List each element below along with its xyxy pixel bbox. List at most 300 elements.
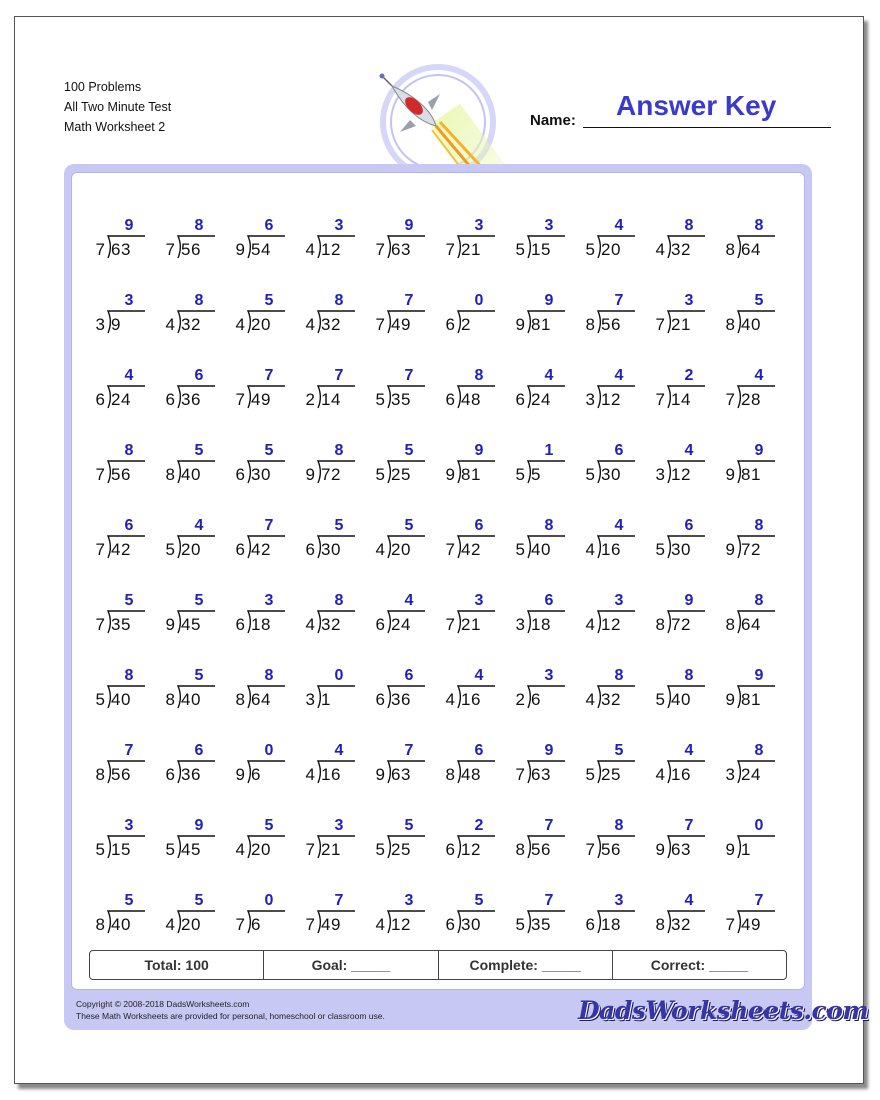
dividend: 1 xyxy=(741,840,751,859)
quotient-answer: 7 xyxy=(404,742,414,759)
dividend: 56 xyxy=(601,840,621,859)
divisor: 7 xyxy=(95,240,105,259)
quotient-answer: 5 xyxy=(194,442,204,459)
quotient-answer: 1 xyxy=(544,442,554,459)
dividend: 18 xyxy=(601,915,621,934)
quotient-answer: 5 xyxy=(194,667,204,684)
division-problem xyxy=(88,517,146,563)
division-problem xyxy=(578,592,636,638)
division-problem xyxy=(298,742,356,788)
divisor: 4 xyxy=(305,615,315,634)
division-problem xyxy=(158,292,216,338)
division-problem xyxy=(158,517,216,563)
divisor: 7 xyxy=(375,315,385,334)
divisor: 3 xyxy=(95,315,105,334)
divisor: 8 xyxy=(235,690,245,709)
dividend: 1 xyxy=(321,690,331,709)
division-problem xyxy=(88,367,146,413)
divisor: 5 xyxy=(375,840,385,859)
quotient-answer: 5 xyxy=(264,442,274,459)
divisor: 5 xyxy=(165,540,175,559)
quotient-answer: 4 xyxy=(334,742,344,759)
divisor: 9 xyxy=(655,840,665,859)
dividend: 20 xyxy=(181,540,201,559)
dividend: 48 xyxy=(461,765,481,784)
quotient-answer: 8 xyxy=(124,442,134,459)
dividend: 64 xyxy=(251,690,271,709)
divisor: 6 xyxy=(235,615,245,634)
division-problem xyxy=(298,517,356,563)
dividend: 56 xyxy=(531,840,551,859)
dividend: 40 xyxy=(181,465,201,484)
dividend: 15 xyxy=(531,240,551,259)
division-problem xyxy=(368,667,426,713)
quotient-answer: 7 xyxy=(404,367,414,384)
dividend: 63 xyxy=(671,840,691,859)
quotient-answer: 6 xyxy=(124,517,134,534)
divisor: 6 xyxy=(165,390,175,409)
quotient-answer: 8 xyxy=(264,667,274,684)
dividend: 35 xyxy=(531,915,551,934)
quotient-answer: 6 xyxy=(194,742,204,759)
division-problem xyxy=(648,292,706,338)
quotient-answer: 4 xyxy=(684,442,694,459)
divisor: 5 xyxy=(165,840,175,859)
division-problem xyxy=(648,442,706,488)
worksheet-number-label: Math Worksheet 2 xyxy=(64,120,166,134)
quotient-answer: 8 xyxy=(754,592,764,609)
divisor: 9 xyxy=(235,765,245,784)
dividend: 21 xyxy=(321,840,341,859)
dividend: 49 xyxy=(251,390,271,409)
division-problem xyxy=(88,667,146,713)
quotient-answer: 5 xyxy=(264,817,274,834)
dividend: 42 xyxy=(251,540,271,559)
division-problem xyxy=(578,442,636,488)
divisor: 4 xyxy=(585,540,595,559)
dividend: 56 xyxy=(111,465,131,484)
dividend: 21 xyxy=(461,240,481,259)
division-problem xyxy=(578,292,636,338)
dividend: 12 xyxy=(601,390,621,409)
dividend: 49 xyxy=(391,315,411,334)
quotient-answer: 6 xyxy=(474,742,484,759)
divisor: 9 xyxy=(725,840,735,859)
division-problem xyxy=(438,667,496,713)
divisor: 4 xyxy=(375,540,385,559)
quotient-answer: 8 xyxy=(194,217,204,234)
dividend: 20 xyxy=(601,240,621,259)
division-problem xyxy=(228,742,286,788)
complete-cell: Complete: _____ xyxy=(439,951,613,979)
quotient-answer: 9 xyxy=(474,442,484,459)
dividend: 16 xyxy=(461,690,481,709)
quotient-answer: 3 xyxy=(334,817,344,834)
dividend: 30 xyxy=(671,540,691,559)
quotient-answer: 9 xyxy=(544,292,554,309)
divisor: 7 xyxy=(445,240,455,259)
dividend: 72 xyxy=(321,465,341,484)
division-problem xyxy=(298,592,356,638)
dividend: 40 xyxy=(111,690,131,709)
dividend: 12 xyxy=(391,915,411,934)
divisor: 6 xyxy=(305,540,315,559)
division-problem xyxy=(88,442,146,488)
division-problem xyxy=(508,817,566,863)
divisor: 7 xyxy=(515,765,525,784)
division-problem xyxy=(508,367,566,413)
divisor: 8 xyxy=(725,615,735,634)
dividend: 25 xyxy=(391,465,411,484)
quotient-answer: 7 xyxy=(264,367,274,384)
dividend: 45 xyxy=(181,615,201,634)
quotient-answer: 3 xyxy=(474,217,484,234)
divisor: 4 xyxy=(655,240,665,259)
quotient-answer: 4 xyxy=(754,367,764,384)
dividend: 30 xyxy=(251,465,271,484)
dividend: 24 xyxy=(531,390,551,409)
quotient-answer: 3 xyxy=(614,892,624,909)
division-problem xyxy=(648,517,706,563)
division-problem xyxy=(718,292,776,338)
dividend: 5 xyxy=(531,465,541,484)
dividend: 63 xyxy=(111,240,131,259)
answer-key-title: Answer Key xyxy=(616,90,777,121)
divisor: 6 xyxy=(235,465,245,484)
division-problem xyxy=(298,892,356,938)
quotient-answer: 4 xyxy=(614,217,624,234)
quotient-answer: 5 xyxy=(404,442,414,459)
dividend: 6 xyxy=(251,915,261,934)
dividend: 49 xyxy=(741,915,761,934)
division-problem xyxy=(88,217,146,263)
divisor: 4 xyxy=(165,315,175,334)
dividend: 30 xyxy=(461,915,481,934)
division-problem xyxy=(158,667,216,713)
quotient-answer: 6 xyxy=(544,592,554,609)
quotient-answer: 8 xyxy=(614,667,624,684)
divisor: 4 xyxy=(305,240,315,259)
quotient-answer: 8 xyxy=(194,292,204,309)
division-problem xyxy=(298,817,356,863)
division-problem xyxy=(718,742,776,788)
dividend: 72 xyxy=(671,615,691,634)
quotient-answer: 8 xyxy=(614,817,624,834)
division-problem xyxy=(578,817,636,863)
quotient-answer: 0 xyxy=(264,742,274,759)
dividend: 9 xyxy=(111,315,121,334)
division-problem xyxy=(648,592,706,638)
division-problem xyxy=(578,367,636,413)
divisor: 4 xyxy=(165,915,175,934)
divisor: 9 xyxy=(305,465,315,484)
division-problem xyxy=(648,892,706,938)
division-problem xyxy=(228,817,286,863)
division-problem xyxy=(88,292,146,338)
divisor: 7 xyxy=(235,390,245,409)
quotient-answer: 9 xyxy=(544,742,554,759)
dividend: 81 xyxy=(741,465,761,484)
divisor: 5 xyxy=(375,465,385,484)
division-problem xyxy=(718,817,776,863)
divisor: 4 xyxy=(375,915,385,934)
quotient-answer: 5 xyxy=(124,592,134,609)
divisor: 4 xyxy=(585,690,595,709)
quotient-answer: 8 xyxy=(544,517,554,534)
quotient-answer: 4 xyxy=(614,367,624,384)
dividend: 48 xyxy=(461,390,481,409)
division-problem xyxy=(578,742,636,788)
quotient-answer: 6 xyxy=(264,217,274,234)
name-field[interactable] xyxy=(583,127,831,128)
quotient-answer: 9 xyxy=(404,217,414,234)
quotient-answer: 5 xyxy=(194,592,204,609)
dividend: 25 xyxy=(601,765,621,784)
dividend: 35 xyxy=(391,390,411,409)
dividend: 28 xyxy=(741,390,761,409)
dividend: 63 xyxy=(391,765,411,784)
dividend: 40 xyxy=(531,540,551,559)
divisor: 5 xyxy=(95,840,105,859)
division-problem xyxy=(718,442,776,488)
dividend: 18 xyxy=(531,615,551,634)
dividend: 6 xyxy=(531,690,541,709)
division-problem xyxy=(228,592,286,638)
quotient-answer: 3 xyxy=(544,217,554,234)
quotient-answer: 5 xyxy=(754,292,764,309)
quotient-answer: 4 xyxy=(684,742,694,759)
dividend: 81 xyxy=(461,465,481,484)
division-problem xyxy=(508,217,566,263)
divisor: 6 xyxy=(445,840,455,859)
dividend: 14 xyxy=(321,390,341,409)
divisor: 4 xyxy=(235,840,245,859)
goal-cell: Goal: _____ xyxy=(264,951,438,979)
quotient-answer: 2 xyxy=(474,817,484,834)
quotient-answer: 2 xyxy=(684,367,694,384)
divisor: 8 xyxy=(165,465,175,484)
divisor: 5 xyxy=(585,240,595,259)
division-problem xyxy=(578,667,636,713)
division-problem xyxy=(368,217,426,263)
dividend: 24 xyxy=(391,615,411,634)
dividend: 32 xyxy=(671,915,691,934)
quotient-answer: 5 xyxy=(404,517,414,534)
divisor: 5 xyxy=(375,390,385,409)
division-problem xyxy=(438,742,496,788)
dividend: 36 xyxy=(181,765,201,784)
divisor: 8 xyxy=(725,240,735,259)
dividend: 81 xyxy=(531,315,551,334)
divisor: 9 xyxy=(725,540,735,559)
quotient-answer: 0 xyxy=(334,667,344,684)
dividend: 81 xyxy=(741,690,761,709)
divisor: 3 xyxy=(305,690,315,709)
quotient-answer: 8 xyxy=(334,592,344,609)
quotient-answer: 8 xyxy=(754,517,764,534)
division-problem xyxy=(298,367,356,413)
quotient-answer: 5 xyxy=(474,892,484,909)
division-problem xyxy=(508,442,566,488)
dividend: 32 xyxy=(321,615,341,634)
division-problem xyxy=(228,367,286,413)
divisor: 8 xyxy=(585,315,595,334)
quotient-answer: 0 xyxy=(754,817,764,834)
quotient-answer: 3 xyxy=(124,817,134,834)
dividend: 20 xyxy=(181,915,201,934)
divisor: 7 xyxy=(725,915,735,934)
divisor: 7 xyxy=(585,840,595,859)
total-cell: Total: 100 xyxy=(90,951,264,979)
dividend: 56 xyxy=(111,765,131,784)
division-problem xyxy=(718,592,776,638)
quotient-answer: 3 xyxy=(334,217,344,234)
division-problem xyxy=(368,817,426,863)
dividend: 21 xyxy=(671,315,691,334)
division-problem xyxy=(438,592,496,638)
quotient-answer: 7 xyxy=(544,892,554,909)
divisor: 7 xyxy=(305,915,315,934)
divisor: 4 xyxy=(585,615,595,634)
usage-line: These Math Worksheets are provided for personal, homeschool or classroom use. xyxy=(76,1011,385,1021)
dividend: 12 xyxy=(601,615,621,634)
quotient-answer: 4 xyxy=(124,367,134,384)
divisor: 6 xyxy=(585,915,595,934)
division-problem xyxy=(578,517,636,563)
dividend: 12 xyxy=(461,840,481,859)
divisor: 5 xyxy=(95,690,105,709)
divisor: 6 xyxy=(235,540,245,559)
dividend: 64 xyxy=(741,240,761,259)
divisor: 9 xyxy=(165,615,175,634)
divisor: 4 xyxy=(235,315,245,334)
dividend: 40 xyxy=(181,690,201,709)
quotient-answer: 7 xyxy=(684,817,694,834)
dividend: 14 xyxy=(671,390,691,409)
divisor: 7 xyxy=(95,540,105,559)
quotient-answer: 3 xyxy=(684,292,694,309)
quotient-answer: 5 xyxy=(124,892,134,909)
division-problem xyxy=(228,442,286,488)
quotient-answer: 8 xyxy=(754,742,764,759)
divisor: 6 xyxy=(95,390,105,409)
division-problem xyxy=(508,742,566,788)
quotient-answer: 0 xyxy=(264,892,274,909)
divisor: 7 xyxy=(655,315,665,334)
quotient-answer: 4 xyxy=(684,892,694,909)
dividend: 32 xyxy=(181,315,201,334)
division-problem xyxy=(158,817,216,863)
division-problem xyxy=(368,892,426,938)
dividend: 20 xyxy=(251,315,271,334)
division-problem xyxy=(648,742,706,788)
divisor: 9 xyxy=(725,465,735,484)
dividend: 25 xyxy=(391,840,411,859)
divisor: 9 xyxy=(725,690,735,709)
copyright-line: Copyright © 2008-2018 DadsWorksheets.com xyxy=(76,999,250,1009)
division-problem xyxy=(648,667,706,713)
divisor: 4 xyxy=(305,765,315,784)
dividend: 16 xyxy=(671,765,691,784)
quotient-answer: 4 xyxy=(614,517,624,534)
division-problem xyxy=(438,442,496,488)
quotient-answer: 7 xyxy=(264,517,274,534)
divisor: 6 xyxy=(375,615,385,634)
divisor: 3 xyxy=(725,765,735,784)
division-problem xyxy=(368,292,426,338)
brand-logo: DadsWorksheets.com xyxy=(578,996,869,1025)
divisor: 6 xyxy=(445,315,455,334)
division-problem xyxy=(228,892,286,938)
division-problem xyxy=(88,742,146,788)
dividend: 6 xyxy=(251,765,261,784)
dividend: 45 xyxy=(181,840,201,859)
quotient-answer: 6 xyxy=(404,667,414,684)
dividend: 36 xyxy=(391,690,411,709)
divisor: 7 xyxy=(95,465,105,484)
quotient-answer: 6 xyxy=(194,367,204,384)
dividend: 42 xyxy=(111,540,131,559)
quotient-answer: 9 xyxy=(194,817,204,834)
divisor: 7 xyxy=(655,390,665,409)
division-problem xyxy=(368,742,426,788)
dividend: 32 xyxy=(601,690,621,709)
divisor: 8 xyxy=(655,915,665,934)
division-problem xyxy=(88,817,146,863)
divisor: 7 xyxy=(445,540,455,559)
dividend: 18 xyxy=(251,615,271,634)
division-problem xyxy=(648,817,706,863)
quotient-answer: 4 xyxy=(474,667,484,684)
divisor: 6 xyxy=(445,915,455,934)
quotient-answer: 8 xyxy=(124,667,134,684)
quotient-answer: 0 xyxy=(474,292,484,309)
divisor: 8 xyxy=(445,765,455,784)
score-bar xyxy=(89,950,787,980)
quotient-answer: 8 xyxy=(334,442,344,459)
dividend: 12 xyxy=(321,240,341,259)
divisor: 8 xyxy=(95,915,105,934)
division-problem xyxy=(438,517,496,563)
division-problem xyxy=(368,592,426,638)
dividend: 2 xyxy=(461,315,471,334)
quotient-answer: 7 xyxy=(614,292,624,309)
division-problem xyxy=(508,592,566,638)
divisor: 4 xyxy=(305,315,315,334)
divisor: 9 xyxy=(375,765,385,784)
divisor: 9 xyxy=(515,315,525,334)
division-problem xyxy=(88,592,146,638)
dividend: 15 xyxy=(111,840,131,859)
worksheet-info xyxy=(64,77,171,137)
quotient-answer: 3 xyxy=(404,892,414,909)
divisor: 9 xyxy=(445,465,455,484)
division-problem xyxy=(508,292,566,338)
division-problem xyxy=(508,667,566,713)
dividend: 63 xyxy=(531,765,551,784)
quotient-answer: 3 xyxy=(614,592,624,609)
divisor: 8 xyxy=(95,765,105,784)
divisor: 6 xyxy=(515,390,525,409)
quotient-answer: 7 xyxy=(334,367,344,384)
quotient-answer: 5 xyxy=(614,742,624,759)
dividend: 49 xyxy=(321,915,341,934)
correct-cell: Correct: _____ xyxy=(650,957,749,973)
quotient-answer: 9 xyxy=(684,592,694,609)
division-problem xyxy=(88,892,146,938)
dividend: 63 xyxy=(391,240,411,259)
division-problem xyxy=(368,442,426,488)
